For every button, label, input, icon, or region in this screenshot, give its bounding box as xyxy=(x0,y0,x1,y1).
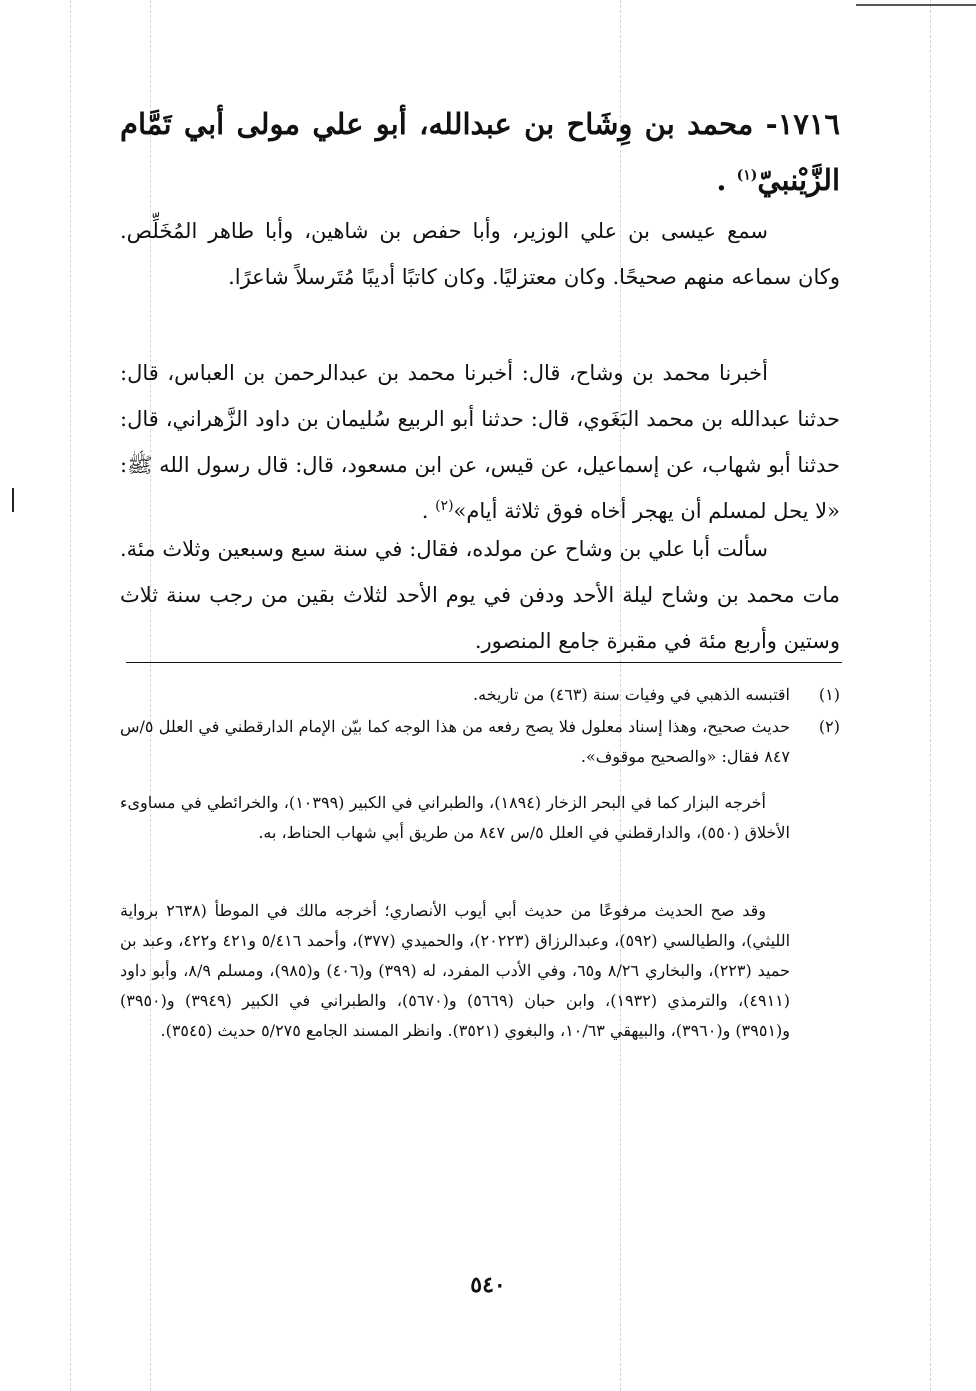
footnote-2-number: (٢) xyxy=(818,717,840,736)
footnote-ref-1: (١) xyxy=(736,167,758,184)
footnote-2-text: حديث صحيح، وهذا إسناد معلول فلا يصح رفعه من هذا الوجه كما بيّن الإمام الدارقطني في العلل ٥/س ٨٤٧ فقال: «والصحيح موقوف». xyxy=(120,717,790,766)
top-edge-rule xyxy=(856,4,976,6)
footnote-1-number: (١) xyxy=(818,685,840,704)
footnote-2-marfu-sources: وقد صح الحديث مرفوعًا من حديث أبي أيوب الأنصاري؛ أخرجه مالك في الموطأ (٢٦٣٨ برواية الليثي)، والطيالسي (٥٩٢)، وعبدالرزاق (٢٠٢٢٣)، والحميدي (٣٧٧)، وأحمد ٥/٤١٦ و٤٢١ و٤٢٢، وعبد بن حميد (٢٢٣)، والبخاري ٨/٢٦ و٦٥، وفي الأدب المفرد، له (٣٩٩) و(٤٠٦) و(٩٨٥)، ومسلم ٨/٩، وأبو داود (٤٩١١)، والترمذي (١٩٣٢)، وابن حبان (٥٦٦٩) و(٥٦٧٠)، والطبراني في الكبير (٣٩٤٩) و(٣٩٥٠) و(٣٩٥١) و(٣٩٦٠)، والبيهقي ١٠/٦٣، والبغوي (٣٥٢١). وانظر المسند الجامع ٥/٢٧٥ حديث (٣٥٤٥). xyxy=(120,901,791,1040)
hadith-text: أخبرنا محمد بن وشاح، قال: أخبرنا محمد بن عبدالرحمن بن العباس، قال: حدثنا عبدالله بن محمد البَغَوي، قال: حدثنا أبو الربيع سُليمان بن داود الزَّهراني، قال: حدثنا أبو شهاب، عن إسماعيل، عن قيس، عن ابن مسعود، قال: قال رسول الله ﷺ: «لا يحل لمسلم أن يهجر أخاه فوق ثلاثة أيام» xyxy=(120,361,840,523)
footnote-ref-2: (٢) xyxy=(435,498,454,514)
page-number: ٥٤٠ xyxy=(470,1272,506,1298)
hadith-paragraph xyxy=(120,350,840,534)
footnote-1 xyxy=(120,680,840,710)
hadith-end: . xyxy=(421,499,436,523)
margin-mark xyxy=(12,488,14,512)
biography-paragraph: سمع عيسى بن علي الوزير، وأبا حفص بن شاهين، وأبا طاهر المُخَلِّص. وكان سماعه منهم صحيحًا. وكان معتزليًا. وكان كاتبًا أديبًا مُتَرسلاً شاعرًا. xyxy=(120,219,840,289)
footnote-separator xyxy=(126,662,842,663)
footnote-1-text: اقتبسه الذهبي في وفيات سنة (٤٦٣) من تاريخه. xyxy=(473,685,790,704)
death-paragraph: سألت أبا علي بن وشاح عن مولده، فقال: في سنة سبع وسبعين وثلاث مئة. مات محمد بن وشاح ليلة الأحد ودفن في يوم الأحد لثلاث بقين من رجب سنة ثلاث وستين وأربع مئة في مقبرة جامع المنصور. xyxy=(120,537,840,653)
footnote-2-sources: أخرجه البزار كما في البحر الزخار (١٨٩٤)، والطبراني في الكبير (١٠٣٩٩)، والخرائطي في مساوىء الأخلاق (٥٥٠)، والدارقطني في العلل ٥/س ٨٤٧ من طريق أبي شهاب الحناط، به. xyxy=(120,793,790,842)
entry-title-text: ١٧١٦- محمد بن وِشَاح بن عبدالله، أبو علي مولى أبي تَمَّام الزَّيْنبيّ xyxy=(120,107,840,197)
entry-title xyxy=(120,96,840,208)
entry-title-end: . xyxy=(716,163,737,197)
footnote-2 xyxy=(120,712,840,772)
